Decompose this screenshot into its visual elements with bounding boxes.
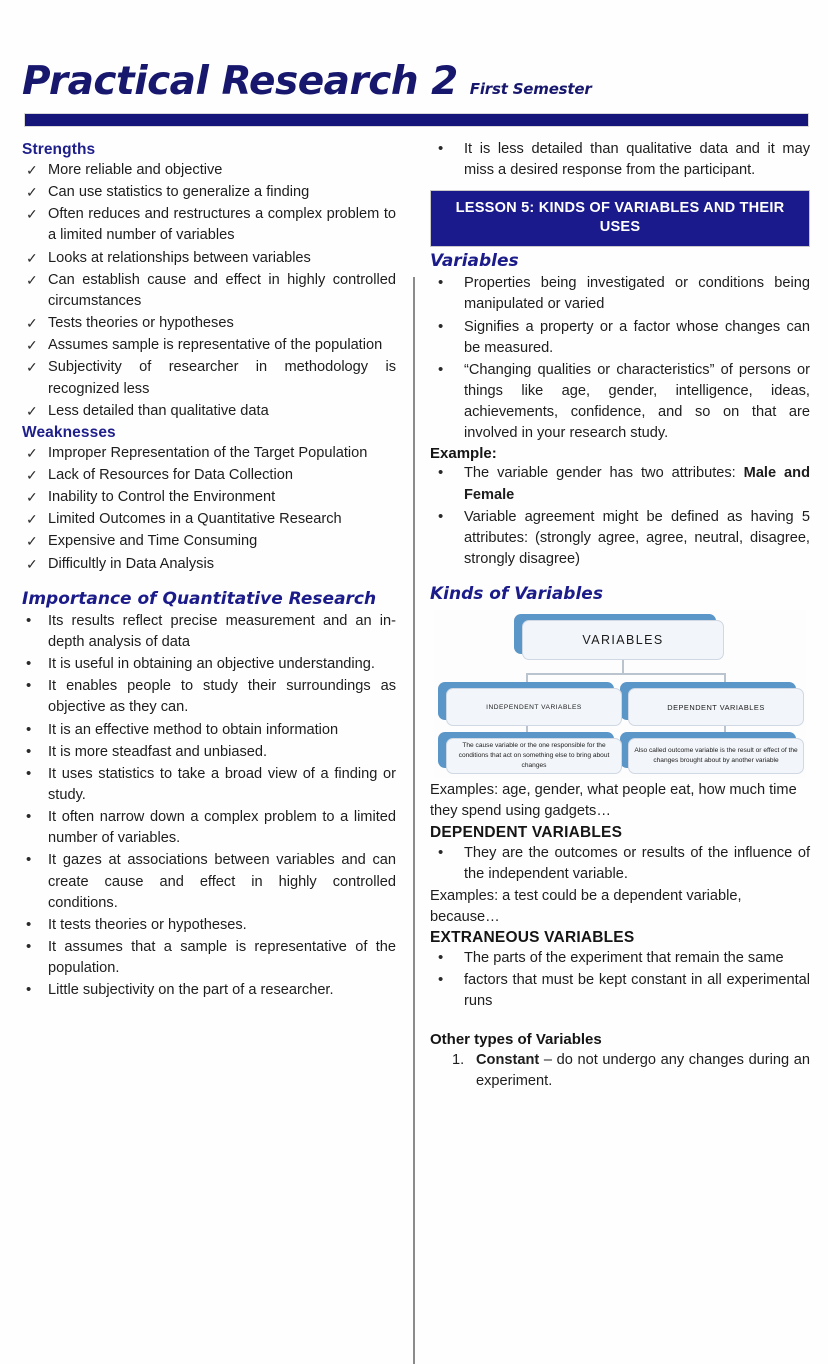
check-icon: ✓ xyxy=(26,444,38,461)
list-item-text: Signifies a property or a factor whose changes can be measured. xyxy=(464,318,810,356)
list-item xyxy=(22,401,396,422)
list-item xyxy=(22,248,396,269)
list-item-text: It is less detailed than qualitative data and it may miss a desired response from the participant. xyxy=(464,140,810,179)
page-title: Practical Research 2 xyxy=(22,59,458,104)
list-item xyxy=(430,507,810,570)
example-text: The variable gender has two attributes: xyxy=(464,465,744,482)
list-item-text: Often reduces and restructures a complex problem to a limited number of variables xyxy=(48,206,396,244)
list-item-text: Can use statistics to generalize a finding xyxy=(48,184,310,201)
bullet-icon: • xyxy=(26,764,32,782)
list-item-number: 1. xyxy=(452,1051,465,1068)
extraneous-variables-heading: EXTRANEOUS VARIABLES xyxy=(430,929,635,947)
list-item-text: Variable agreement might be defined as having 5 attributes: (strongly agree, agree, neutral, disagree, strongly disagree) xyxy=(464,508,810,568)
example-heading: Example: xyxy=(430,445,497,463)
dependent-variables-heading: DEPENDENT VARIABLES xyxy=(430,823,623,841)
check-icon: ✓ xyxy=(26,511,38,528)
strengths-heading: Strengths xyxy=(22,140,96,158)
list-item-text: It gazes at associations between variables and can create cause and effect in highly controlled conditions. xyxy=(48,852,396,911)
list-item xyxy=(22,720,396,741)
bullet-icon: • xyxy=(438,360,444,378)
lesson-banner: LESSON 5: KINDS OF VARIABLES AND THEIR USES xyxy=(430,190,810,247)
list-item xyxy=(22,611,396,653)
check-icon: ✓ xyxy=(26,315,38,332)
list-item xyxy=(430,139,810,181)
check-icon: ✓ xyxy=(26,555,38,572)
list-item-text: Lack of Resources for Data Collection xyxy=(48,466,293,483)
diagram-root-box: VARIABLES xyxy=(522,620,724,660)
bullet-icon: • xyxy=(26,981,32,999)
weaknesses-list xyxy=(22,443,396,575)
list-item xyxy=(22,160,396,181)
diagram-independent-box: INDEPENDENT VARIABLES xyxy=(446,688,622,726)
list-item xyxy=(430,273,810,315)
list-item xyxy=(430,843,810,885)
independent-examples-text: Examples: age, gender, what people eat, how much time they spend using gadgets… xyxy=(430,782,797,820)
diagram-connector-horizontal xyxy=(526,673,726,675)
bullet-icon: • xyxy=(26,677,32,695)
diagram-dependent-box: DEPENDENT VARIABLES xyxy=(628,688,804,726)
list-item-text: It often narrow down a complex problem to a limited number of variables. xyxy=(48,809,396,847)
check-icon: ✓ xyxy=(26,184,38,201)
extraneous-variables-list xyxy=(430,948,810,1012)
list-item-text: It tests theories or hypotheses. xyxy=(48,916,247,933)
list-item xyxy=(22,335,396,356)
list-item-text: It uses statistics to take a broad view of a finding or study. xyxy=(48,765,396,803)
bullet-icon: • xyxy=(438,139,444,157)
list-item xyxy=(430,948,810,969)
list-item xyxy=(22,313,396,334)
other-types-heading: Other types of Variables xyxy=(430,1030,602,1048)
list-item-text: Difficultly in Data Analysis xyxy=(48,555,215,572)
bullet-icon: • xyxy=(26,742,32,760)
check-icon: ✓ xyxy=(26,337,38,354)
bullet-icon: • xyxy=(26,915,32,933)
dependent-variables-list xyxy=(430,843,810,885)
check-icon: ✓ xyxy=(26,466,38,483)
list-item-text: Can establish cause and effect in highly controlled circumstances xyxy=(48,271,396,309)
list-item xyxy=(22,270,396,312)
list-item-text: Limited Outcomes in a Quantitative Research xyxy=(48,511,342,528)
list-item-text: Looks at relationships between variables xyxy=(48,249,311,266)
diagram-connector-root xyxy=(622,660,624,674)
list-item xyxy=(22,654,396,675)
list-item xyxy=(22,509,396,530)
other-types-list xyxy=(430,1050,810,1092)
check-icon: ✓ xyxy=(26,489,38,506)
importance-heading: Importance of Quantitative Research xyxy=(22,588,377,609)
bullet-icon: • xyxy=(26,611,32,629)
importance-list xyxy=(22,611,396,1002)
list-item-text: They are the outcomes or results of the influence of the independent variable. xyxy=(464,844,810,882)
variables-heading: Variables xyxy=(430,251,519,272)
list-item xyxy=(22,850,396,913)
other-types-term: Constant xyxy=(476,1051,540,1068)
list-item xyxy=(22,676,396,718)
example-bold-tail: Male and Female xyxy=(464,465,810,503)
list-item-text: It enables people to study their surroundings as objective as they can. xyxy=(48,678,396,716)
bullet-icon: • xyxy=(438,971,444,989)
check-icon: ✓ xyxy=(26,533,38,550)
bullet-icon: • xyxy=(26,655,32,673)
list-item-text: Assumes sample is representative of the population xyxy=(48,337,383,354)
left-column xyxy=(22,139,412,1092)
list-item-text xyxy=(476,1050,810,1092)
bullet-icon: • xyxy=(26,851,32,869)
list-item xyxy=(22,980,396,1001)
list-item-text: Subjectivity of researcher in methodology is recognized less xyxy=(48,359,396,397)
weaknesses-heading: Weaknesses xyxy=(22,423,116,441)
page-subtitle: First Semester xyxy=(469,80,592,98)
diagram-independent-description: The cause variable or the one responsible for the conditions that act on something else to bring about changes xyxy=(446,738,622,774)
list-item-text: Expensive and Time Consuming xyxy=(48,533,258,550)
list-item xyxy=(22,915,396,936)
list-item xyxy=(430,360,810,445)
bullet-icon: • xyxy=(438,843,444,861)
list-item-text: Improper Representation of the Target Population xyxy=(48,444,368,461)
list-item-text: Little subjectivity on the part of a researcher. xyxy=(48,982,334,999)
list-item-text: It is useful in obtaining an objective understanding. xyxy=(48,656,375,673)
list-item xyxy=(22,487,396,508)
list-item xyxy=(430,970,810,1012)
list-item xyxy=(430,317,810,359)
document-header xyxy=(0,0,828,127)
header-rule-bar xyxy=(24,113,809,127)
bullet-icon: • xyxy=(438,507,444,525)
list-item-text: factors that must be kept constant in all experimental runs xyxy=(464,972,810,1010)
bullet-icon: • xyxy=(438,274,444,292)
example-list xyxy=(430,463,810,570)
list-item xyxy=(430,1050,810,1092)
check-icon: ✓ xyxy=(26,402,38,419)
two-column-body xyxy=(0,127,828,1092)
list-item xyxy=(430,463,810,505)
list-item-text: Properties being investigated or conditions being manipulated or varied xyxy=(464,275,810,313)
check-icon: ✓ xyxy=(26,271,38,288)
column-divider xyxy=(413,277,415,1364)
list-item-text: Tests theories or hypotheses xyxy=(48,315,234,332)
bullet-icon: • xyxy=(438,464,444,482)
variables-list xyxy=(430,273,810,444)
list-item-text: More reliable and objective xyxy=(48,161,223,178)
variables-tree-diagram xyxy=(434,610,806,778)
section-spacer xyxy=(430,1014,810,1030)
bullet-icon: • xyxy=(26,720,32,738)
list-item-text: It is more steadfast and unbiased. xyxy=(48,743,268,760)
dependent-examples-text: Examples: a test could be a dependent variable, because… xyxy=(430,887,742,925)
carryover-list xyxy=(430,139,810,181)
list-item xyxy=(22,357,396,399)
list-item xyxy=(22,443,396,464)
list-item xyxy=(22,182,396,203)
list-item-text: It assumes that a sample is representative of the population. xyxy=(48,939,396,977)
check-icon: ✓ xyxy=(26,161,38,178)
kinds-of-variables-heading: Kinds of Variables xyxy=(430,584,603,605)
list-item-text: It is an effective method to obtain information xyxy=(48,721,339,738)
list-item xyxy=(22,465,396,486)
bullet-icon: • xyxy=(26,808,32,826)
list-item-text: The parts of the experiment that remain the same xyxy=(464,950,784,967)
list-item-text: Its results reflect precise measurement and an in-depth analysis of data xyxy=(48,612,396,650)
other-types-rest: – do not undergo any changes during an experiment. xyxy=(476,1051,810,1089)
list-item-text: Less detailed than qualitative data xyxy=(48,402,269,419)
list-item xyxy=(22,937,396,979)
strengths-list xyxy=(22,160,396,422)
diagram-dependent-description: Also called outcome variable is the result or effect of the changes brought about by another variable xyxy=(628,738,804,774)
list-item xyxy=(22,742,396,763)
list-item xyxy=(22,554,396,575)
list-item xyxy=(22,204,396,246)
list-item-text xyxy=(464,463,810,505)
check-icon: ✓ xyxy=(26,206,38,223)
bullet-icon: • xyxy=(26,938,32,956)
list-item xyxy=(22,807,396,849)
bullet-icon: • xyxy=(438,317,444,335)
list-item-text: “Changing qualities or characteristics” of persons or things like age, gender, intelligence, ideas, achievements, confidence, and so on that are involved in your research study. xyxy=(464,361,810,442)
list-item xyxy=(22,764,396,806)
title-row xyxy=(22,59,806,104)
list-item xyxy=(22,531,396,552)
list-item-text: Inability to Control the Environment xyxy=(48,489,276,506)
right-column xyxy=(412,139,810,1092)
check-icon: ✓ xyxy=(26,249,38,266)
check-icon: ✓ xyxy=(26,359,38,376)
bullet-icon: • xyxy=(438,949,444,967)
